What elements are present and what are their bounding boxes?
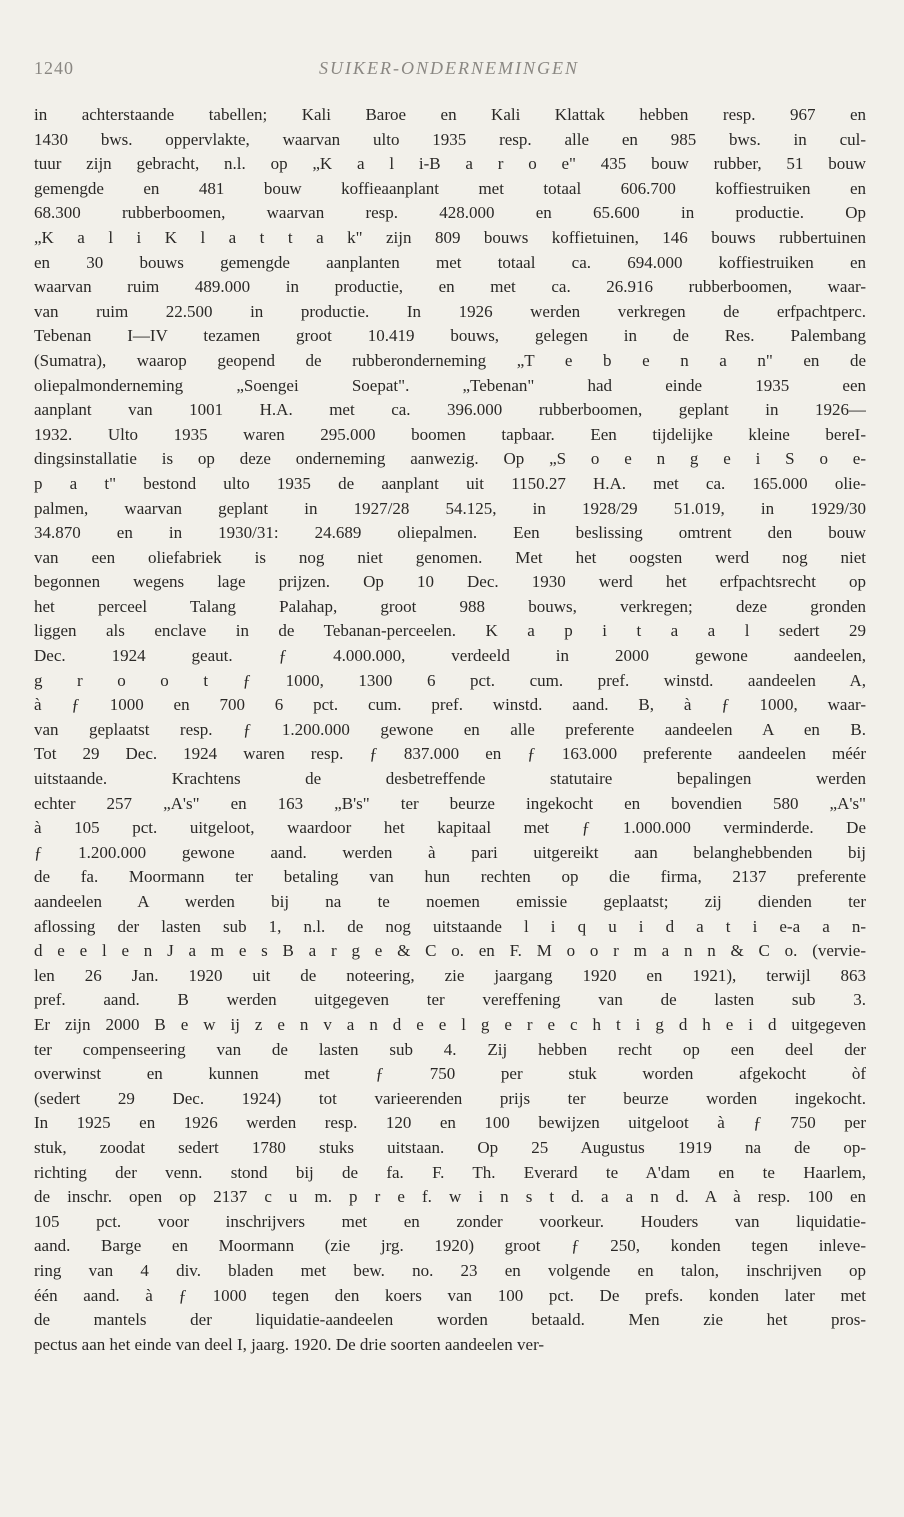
text-line: ring van 4 div. bladen met bew. no. 23 en volgende en talon, inschrijven op: [34, 1260, 866, 1280]
text-line: palmen, waarvan geplant in 1927/28 54.125, in 1928/29 51.019, in 1929/30: [34, 498, 866, 518]
text-line: aflossing der lasten sub 1, n.l. de nog uitstaande l i q u i d a t i e-a a n-: [34, 916, 866, 936]
text-line: Tebenan I—IV tezamen groot 10.419 bouws, gelegen in de Res. Palembang: [34, 326, 866, 346]
text-line: aandeelen A werden bij na te noemen emissie geplaatst; zij dienden ter: [34, 892, 866, 911]
text-line: (Sumatra), waarop geopend de rubberonderneming „T e b e n a n" en de: [34, 350, 866, 370]
text-line: pectus aan het einde van deel I, jaarg. 1920. De drie soorten aandeelen ver-: [34, 1334, 545, 1354]
text-line: van een oliefabriek is nog niet genomen. Met het oogsten werd nog niet: [34, 547, 866, 567]
text-line: van ruim 22.500 in productie. In 1926 werden verkregen de erfpachtperc.: [34, 301, 866, 321]
text-line: Dec. 1924 geaut. ƒ 4.000.000, verdeeld in 2000 gewone aandeelen,: [34, 646, 866, 666]
text-line: 105 pct. voor inschrijvers met en zonder voorkeur. Houders van liquidatie-: [34, 1211, 866, 1231]
text-line: begonnen wegens lage prijzen. Op 10 Dec. 1930 werd het erfpachtsrecht op: [34, 572, 866, 592]
text-line: len 26 Jan. 1920 uit de noteering, zie jaargang 1920 en 1921), terwijl 863: [34, 965, 866, 985]
text-line: het perceel Talang Palahap, groot 988 bouws, verkregen; deze gronden: [34, 596, 866, 616]
text-line: de mantels der liquidatie-aandeelen worden betaald. Men zie het pros-: [34, 1310, 866, 1330]
text-line: richting der venn. stond bij de fa. F. Th. Everard te A'dam en te Haarlem,: [34, 1162, 866, 1182]
text-line: Tot 29 Dec. 1924 waren resp. ƒ 837.000 en ƒ 163.000 preferente aandeelen méér: [34, 744, 866, 764]
text-line: p a t" bestond ulto 1935 de aanplant uit 1150.27 H.A. met ca. 165.000 olie-: [34, 473, 866, 493]
text-line: 34.870 en in 1930/31: 24.689 oliepalmen. Een beslissing omtrent den bouw: [34, 523, 866, 543]
text-line: tuur zijn gebracht, n.l. op „K a l i-B a r o e" 435 bouw rubber, 51 bouw: [34, 154, 866, 174]
text-line: in achterstaande tabellen; Kali Baroe en Kali Klattak hebben resp. 967 en: [34, 105, 866, 124]
text-line: à ƒ 1000 en 700 6 pct. cum. pref. winstd. aand. B, à ƒ 1000, waar-: [34, 695, 866, 715]
text-line: en 30 bouws gemengde aanplanten met totaal ca. 694.000 koffiestruiken en: [34, 252, 866, 272]
text-line: 1932. Ulto 1935 waren 295.000 boomen tapbaar. Een tijdelijke kleine bereI-: [34, 424, 866, 444]
text-line: uitstaande. Krachtens de desbetreffende statutaire bepalingen werden: [34, 769, 866, 789]
text-line: pref. aand. B werden uitgegeven ter vereffening van de lasten sub 3.: [34, 990, 866, 1010]
text-line: d e e l e n J a m e s B a r g e & C o. en F. M o o r m a n n & C o. (vervie-: [34, 941, 866, 961]
text-line: aand. Barge en Moormann (zie jrg. 1920) groot ƒ 250, konden tegen inleve-: [34, 1236, 866, 1256]
text-line: In 1925 en 1926 werden resp. 120 en 100 bewijzen uitgeloot à ƒ 750 per: [34, 1113, 866, 1133]
text-line: ƒ 1.200.000 gewone aand. werden à pari uitgereikt aan belanghebbenden bij: [34, 842, 866, 862]
text-line: g r o o t ƒ 1000, 1300 6 pct. cum. pref. winstd. aandeelen A,: [34, 670, 866, 690]
text-line: de fa. Moormann ter betaling van hun rechten op die firma, 2137 preferente: [34, 867, 866, 887]
text-line: één aand. à ƒ 1000 tegen den koers van 100 pct. De prefs. konden later met: [34, 1285, 866, 1305]
text-line: liggen als enclave in de Tebanan-perceelen. K a p i t a a l sedert 29: [34, 621, 866, 641]
text-line: stuk, zoodat sedert 1780 stuks uitstaan. Op 25 Augustus 1919 na de op-: [34, 1137, 866, 1157]
text-line: 1430 bws. oppervlakte, waarvan ulto 1935 resp. alle en 985 bws. in cul-: [34, 129, 866, 149]
text-line: à 105 pct. uitgeloot, waardoor het kapitaal met ƒ 1.000.000 verminderde. De: [34, 818, 866, 838]
text-line: Er zijn 2000 B e w ij z e n v a n d e e l g e r e c h t i g d h e i d uitgegeven: [34, 1014, 866, 1034]
page-header: [34, 58, 864, 86]
text-line: (sedert 29 Dec. 1924) tot varieerenden prijs ter beurze worden ingekocht.: [34, 1088, 866, 1108]
text-line: gemengde en 481 bouw koffieaanplant met totaal 606.700 koffiestruiken en: [34, 178, 866, 198]
text-line: overwinst en kunnen met ƒ 750 per stuk worden afgekocht òf: [34, 1064, 866, 1084]
text-line: dingsinstallatie is op deze onderneming aanwezig. Op „S o e n g e i S o e-: [34, 449, 866, 469]
text-line: de inschr. open op 2137 c u m. p r e f. w i n s t d. a a n d. A à resp. 100 en: [34, 1187, 866, 1207]
text-line: waarvan ruim 489.000 in productie, en met ca. 26.916 rubberboomen, waar-: [34, 277, 866, 297]
text-line: 68.300 rubberboomen, waarvan resp. 428.000 en 65.600 in productie. Op: [34, 203, 866, 223]
text-line: van geplaatst resp. ƒ 1.200.000 gewone en alle preferente aandeelen A en B.: [34, 719, 866, 739]
text-line: echter 257 „A's" en 163 „B's" ter beurze ingekocht en bovendien 580 „A's": [34, 793, 866, 813]
text-line: oliepalmonderneming „Soengei Soepat". „Tebenan" had einde 1935 een: [34, 375, 866, 395]
text-line: aanplant van 1001 H.A. met ca. 396.000 rubberboomen, geplant in 1926—: [34, 400, 866, 420]
running-title: SUIKER-ONDERNEMINGEN: [319, 58, 579, 78]
page-number: 1240: [34, 58, 74, 78]
body-text: [34, 103, 866, 1357]
text-line: „K a l i K l a t t a k" zijn 809 bouws koffietuinen, 146 bouws rubbertuinen: [34, 227, 866, 247]
text-line: ter compenseering van de lasten sub 4. Zij hebben recht op een deel der: [34, 1039, 866, 1059]
